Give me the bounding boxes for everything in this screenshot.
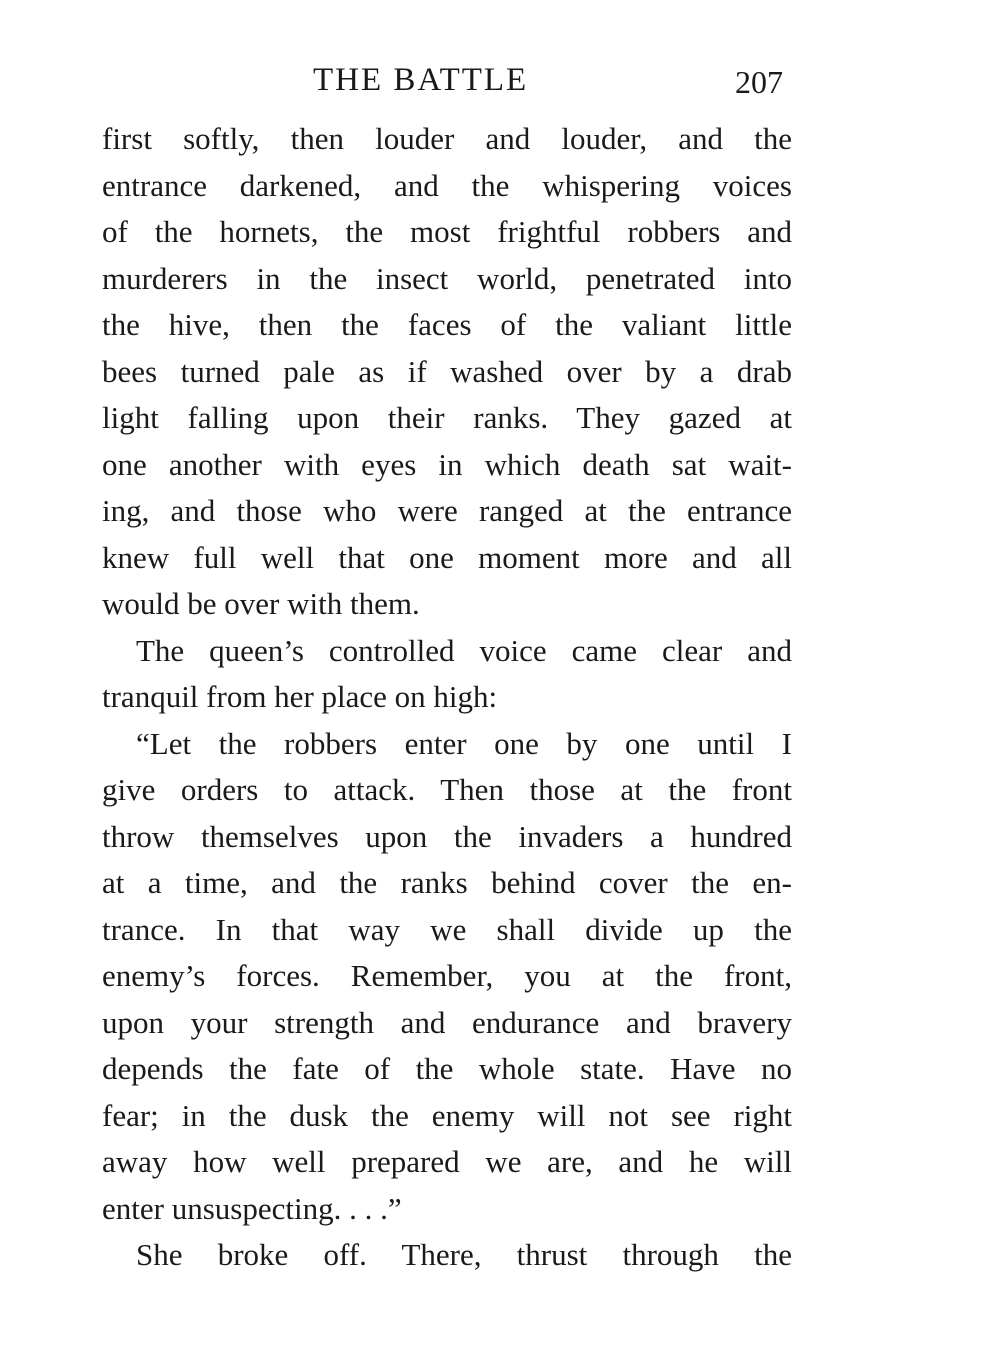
text-line: tranquil from her place on high: — [102, 679, 498, 714]
text-line: away how well prepared we are, and he will — [102, 1144, 792, 1179]
text-line: bees turned pale as if washed over by a drab — [102, 353, 792, 389]
text-line: She broke off. There, thrust through the — [136, 1237, 792, 1272]
text-line: ing, and those who were ranged at the entrance — [102, 493, 792, 528]
text-line: first softly, then louder and louder, and the — [102, 121, 792, 156]
text-line: at a time, and the ranks behind cover the en- — [102, 865, 792, 900]
text-line: light falling upon their ranks. They gazed at — [102, 400, 792, 435]
text-line: one another with eyes in which death sat wait- — [102, 446, 792, 482]
text-line: upon your strength and endurance and bravery — [102, 1004, 792, 1040]
text-line: enter unsuspecting. . . .” — [102, 1190, 402, 1226]
text-line: knew full well that one moment more and all — [102, 539, 792, 575]
text-line: “Let the robbers enter one by one until I — [136, 725, 792, 761]
text-line: fear; in the dusk the enemy will not see right — [102, 1097, 792, 1133]
text-line: trance. In that way we shall divide up the — [102, 911, 792, 947]
text-line: throw themselves upon the invaders a hundred — [102, 818, 792, 854]
running-head — [0, 58, 1000, 102]
text-line: enemy’s forces. Remember, you at the front, — [102, 958, 792, 993]
text-line: depends the fate of the whole state. Have no — [102, 1051, 792, 1086]
text-line: the hive, then the faces of the valiant little — [102, 307, 792, 342]
text-line: give orders to attack. Then those at the front — [102, 772, 792, 807]
text-line: of the hornets, the most frightful robbers and — [102, 214, 792, 249]
running-title: THE BATTLE — [313, 62, 529, 98]
text-line: The queen’s controlled voice came clear and — [136, 632, 792, 668]
text-line: murderers in the insect world, penetrated into — [102, 260, 792, 296]
body-text — [102, 116, 792, 1279]
text-line: entrance darkened, and the whispering voices — [102, 167, 792, 203]
page-number: 207 — [735, 64, 783, 100]
text-line: would be over with them. — [102, 586, 420, 621]
